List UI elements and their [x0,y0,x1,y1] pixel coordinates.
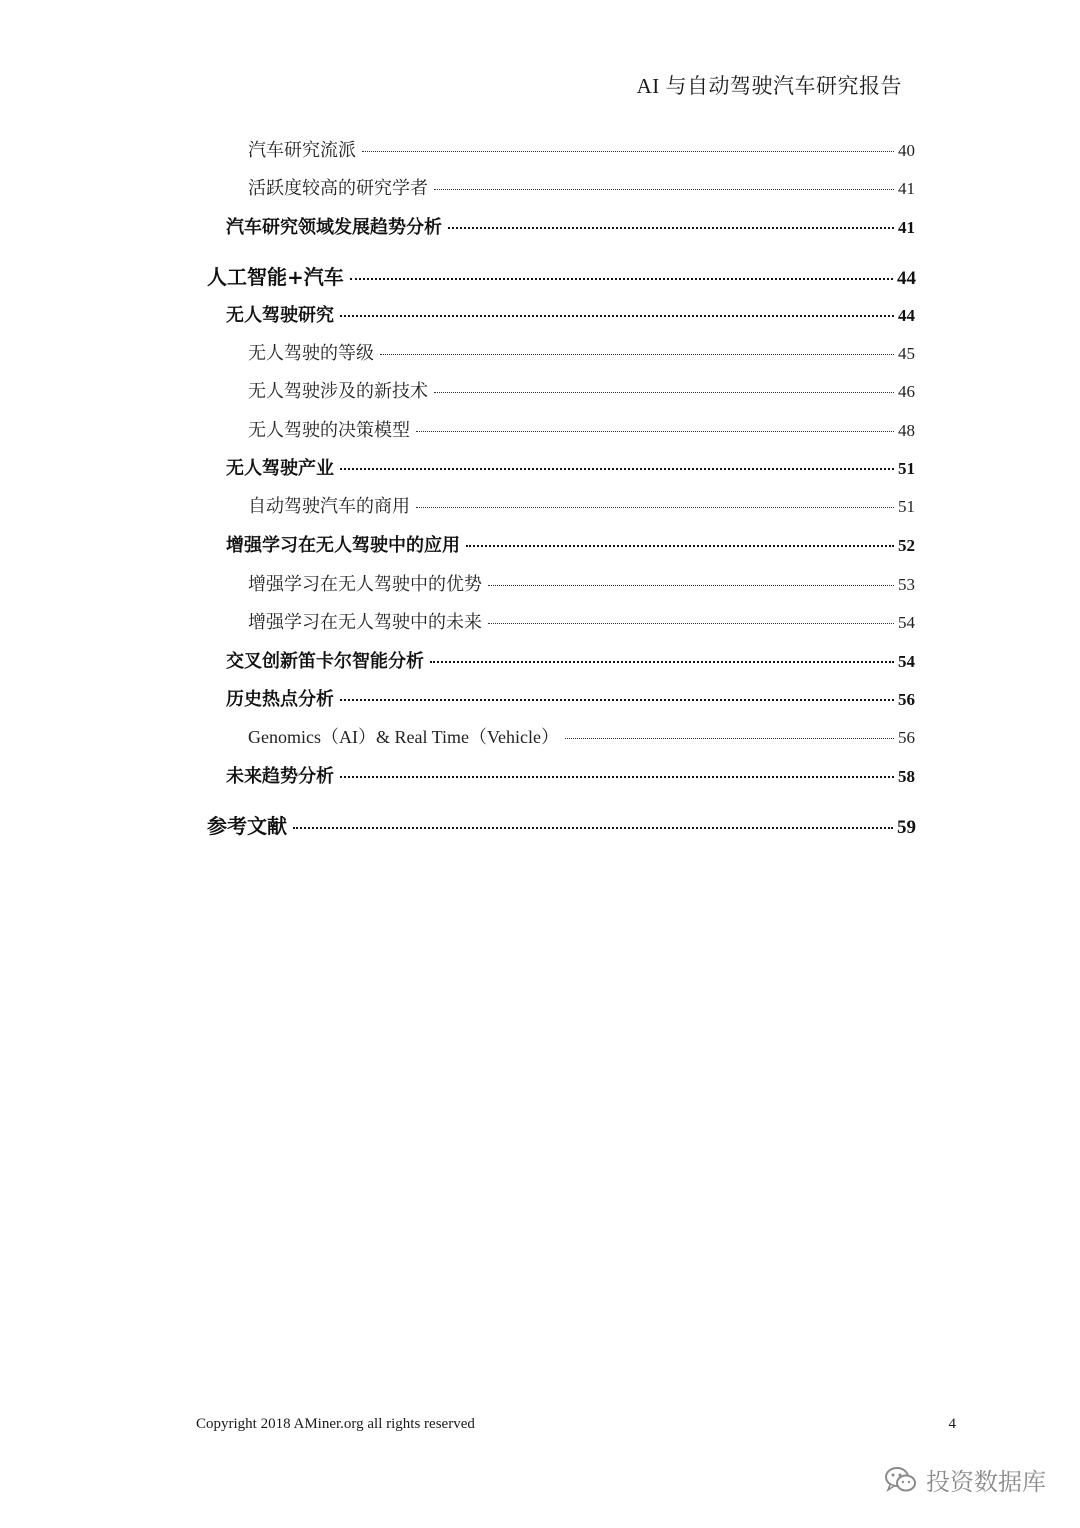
toc-dot-leader [488,570,894,590]
toc-dot-leader [340,685,894,705]
toc-entry-label: 无人驾驶研究 [226,305,334,326]
toc-dot-leader [488,608,894,628]
toc-entry-page: 41 [898,218,915,237]
toc-entry-page: 44 [897,268,916,289]
toc-entry-page: 44 [898,306,915,325]
toc-entry-label: 汽车研究领域发展趋势分析 [226,217,442,238]
toc-entry-label: 未来趋势分析 [226,766,334,787]
toc-entry[interactable] [226,685,915,711]
toc-dot-leader [416,492,894,512]
toc-entry[interactable] [248,416,915,442]
toc-entry-label: 无人驾驶产业 [226,458,334,479]
toc-entry-page: 48 [898,421,915,440]
toc-entry[interactable] [248,723,915,749]
toc-entry-page: 45 [898,344,915,363]
toc-entry[interactable] [248,492,915,518]
footer-page-number: 4 [948,1416,956,1432]
toc-entry[interactable] [248,136,915,162]
toc-entry-page: 51 [898,459,915,478]
toc-entry-label: 增强学习在无人驾驶中的优势 [248,574,482,595]
toc-entry[interactable] [207,261,916,290]
toc-entry-page: 58 [898,767,915,786]
toc-dot-leader [350,262,893,284]
toc-entry-page: 54 [898,652,915,671]
toc-dot-leader [340,301,894,321]
toc-entry-label: 活跃度较高的研究学者 [248,178,428,199]
toc-entry-page: 40 [898,141,915,160]
toc-entry-page: 54 [898,613,915,632]
toc-entry[interactable] [248,377,915,403]
toc-dot-leader [293,811,893,833]
toc-entry[interactable] [207,810,916,839]
toc-dot-leader [340,454,894,474]
toc-entry[interactable] [226,531,915,557]
watermark [884,1462,1046,1497]
footer-copyright: Copyright 2018 AMiner.org all rights reserved [196,1416,475,1432]
toc-entry-label: 参考文献 [207,814,287,838]
toc-entry[interactable] [226,213,915,239]
toc-dot-leader [362,136,894,156]
toc-entry-page: 53 [898,575,915,594]
toc-entry-label: 人工智能+汽车 [207,265,344,289]
wechat-icon [884,1465,918,1495]
toc-dot-leader [565,723,894,743]
toc-entry[interactable] [248,339,915,365]
toc-entry-label: 无人驾驶的等级 [248,343,374,364]
toc-dot-leader [448,213,894,233]
toc-entry[interactable] [226,454,915,480]
toc-dot-leader [434,174,894,194]
toc-entry[interactable] [226,762,915,788]
toc-entry-page: 56 [898,690,915,709]
toc-entry-page: 46 [898,382,915,401]
toc-entry-label: Genomics（AI）& Real Time（Vehicle） [248,727,559,747]
toc-entry[interactable] [248,174,915,200]
toc-dot-leader [340,762,894,782]
toc-entry-label: 无人驾驶涉及的新技术 [248,381,428,402]
toc-entry-page: 52 [898,536,915,555]
toc-entry-label: 无人驾驶的决策模型 [248,420,410,441]
toc-entry-page: 51 [898,497,915,516]
toc-dot-leader [416,416,894,436]
toc-entry-page: 41 [898,179,915,198]
toc-entry-label: 增强学习在无人驾驶中的应用 [226,535,460,556]
toc-dot-leader [466,531,894,551]
toc-entry[interactable] [226,301,915,327]
toc-entry-page: 59 [897,817,916,838]
toc-entry-label: 汽车研究流派 [248,140,356,161]
toc-entry-label: 增强学习在无人驾驶中的未来 [248,612,482,633]
toc-entry[interactable] [226,647,915,673]
toc-entry-label: 历史热点分析 [226,689,334,710]
toc-entry[interactable] [248,608,915,634]
toc-dot-leader [430,647,894,667]
toc-entry-label: 交叉创新笛卡尔智能分析 [226,651,424,672]
watermark-text: 投资数据库 [926,1468,1046,1496]
toc-entry-page: 56 [898,728,915,747]
toc-dot-leader [434,377,894,397]
toc-dot-leader [380,339,894,359]
page-header-title: AI 与自动驾驶汽车研究报告 [636,74,902,98]
toc-entry-label: 自动驾驶汽车的商用 [248,496,410,517]
toc-entry[interactable] [248,570,915,596]
